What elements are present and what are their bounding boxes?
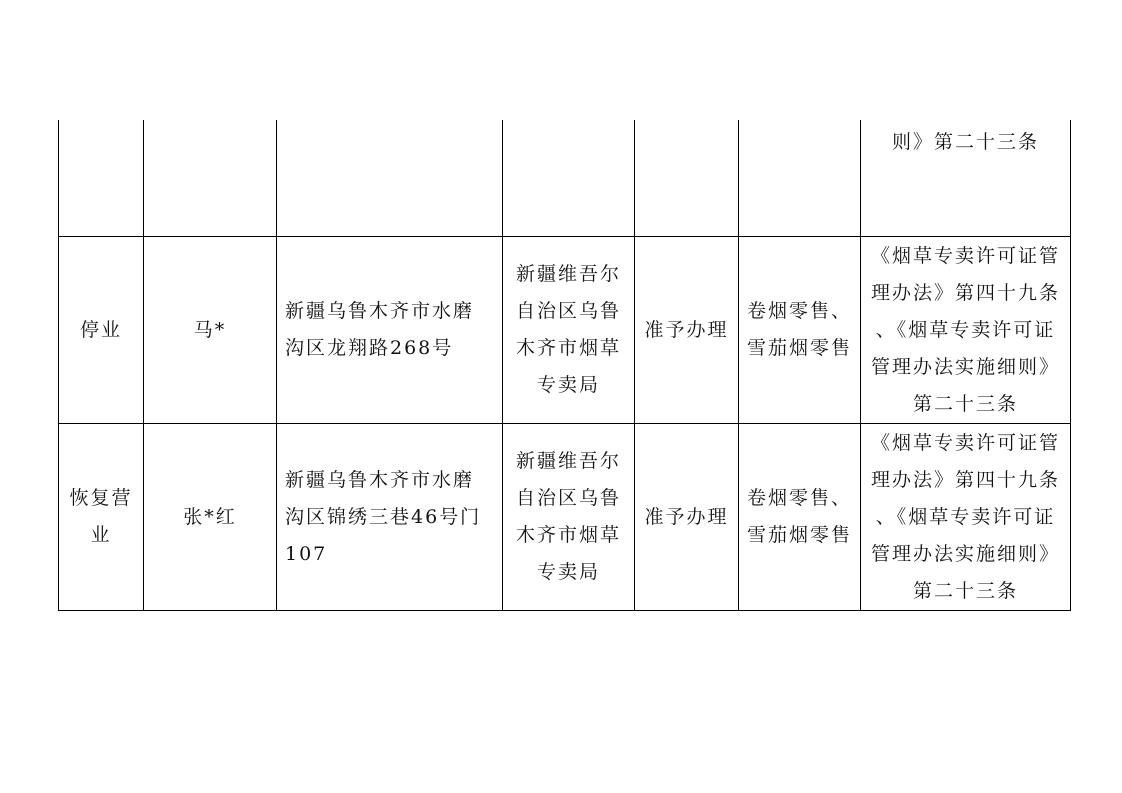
name-text: 马* (193, 318, 227, 341)
decision-cell (635, 237, 739, 424)
scope-cell (739, 424, 861, 611)
legal-basis-cell (861, 120, 1071, 237)
name-cell (144, 120, 277, 237)
name-cell (144, 424, 277, 611)
item-type-cell (59, 237, 144, 424)
scope-cell (739, 120, 861, 237)
address-cell (277, 237, 503, 424)
legal-basis-text: 《烟草专卖许可证管理办法》第四十九条 、《烟草专卖许可证管理办法实施细则》第二十三条 (870, 244, 1060, 415)
address-text: 新疆乌鲁木齐市水磨沟区锦绣三巷46号门107 (285, 468, 482, 565)
item-type-text: 恢复营业 (69, 487, 133, 546)
scope-text: 卷烟零售、雪茄烟零售 (747, 300, 853, 359)
address-cell (277, 120, 503, 237)
authority-cell (503, 237, 635, 424)
scope-cell (739, 237, 861, 424)
name-text: 张*红 (183, 505, 237, 528)
table-row (59, 424, 1071, 611)
table-row (59, 237, 1071, 424)
item-type-cell (59, 120, 144, 237)
legal-basis-text: 《烟草专卖许可证管理办法》第四十九条 、《烟草专卖许可证管理办法实施细则》第二十三条 (870, 431, 1060, 602)
license-table (58, 120, 1071, 611)
legal-basis-text: 则》第二十三条 (891, 131, 1039, 153)
item-type-text: 停业 (79, 318, 122, 341)
legal-basis-cell (861, 237, 1071, 424)
decision-text: 准予办理 (644, 505, 729, 528)
item-type-cell (59, 424, 144, 611)
authority-cell (503, 424, 635, 611)
scope-text: 卷烟零售、雪茄烟零售 (747, 487, 853, 546)
address-text: 新疆乌鲁木齐市水磨沟区龙翔路268号 (285, 300, 475, 359)
address-cell (277, 424, 503, 611)
decision-cell (635, 424, 739, 611)
authority-text: 新疆维吾尔自治区乌鲁木齐市烟草专卖局 (515, 450, 621, 583)
decision-text: 准予办理 (644, 318, 729, 341)
decision-cell (635, 120, 739, 237)
authority-text: 新疆维吾尔自治区乌鲁木齐市烟草专卖局 (515, 263, 621, 396)
legal-basis-cell (861, 424, 1071, 611)
name-cell (144, 237, 277, 424)
authority-cell (503, 120, 635, 237)
table-row-continuation (59, 120, 1071, 237)
